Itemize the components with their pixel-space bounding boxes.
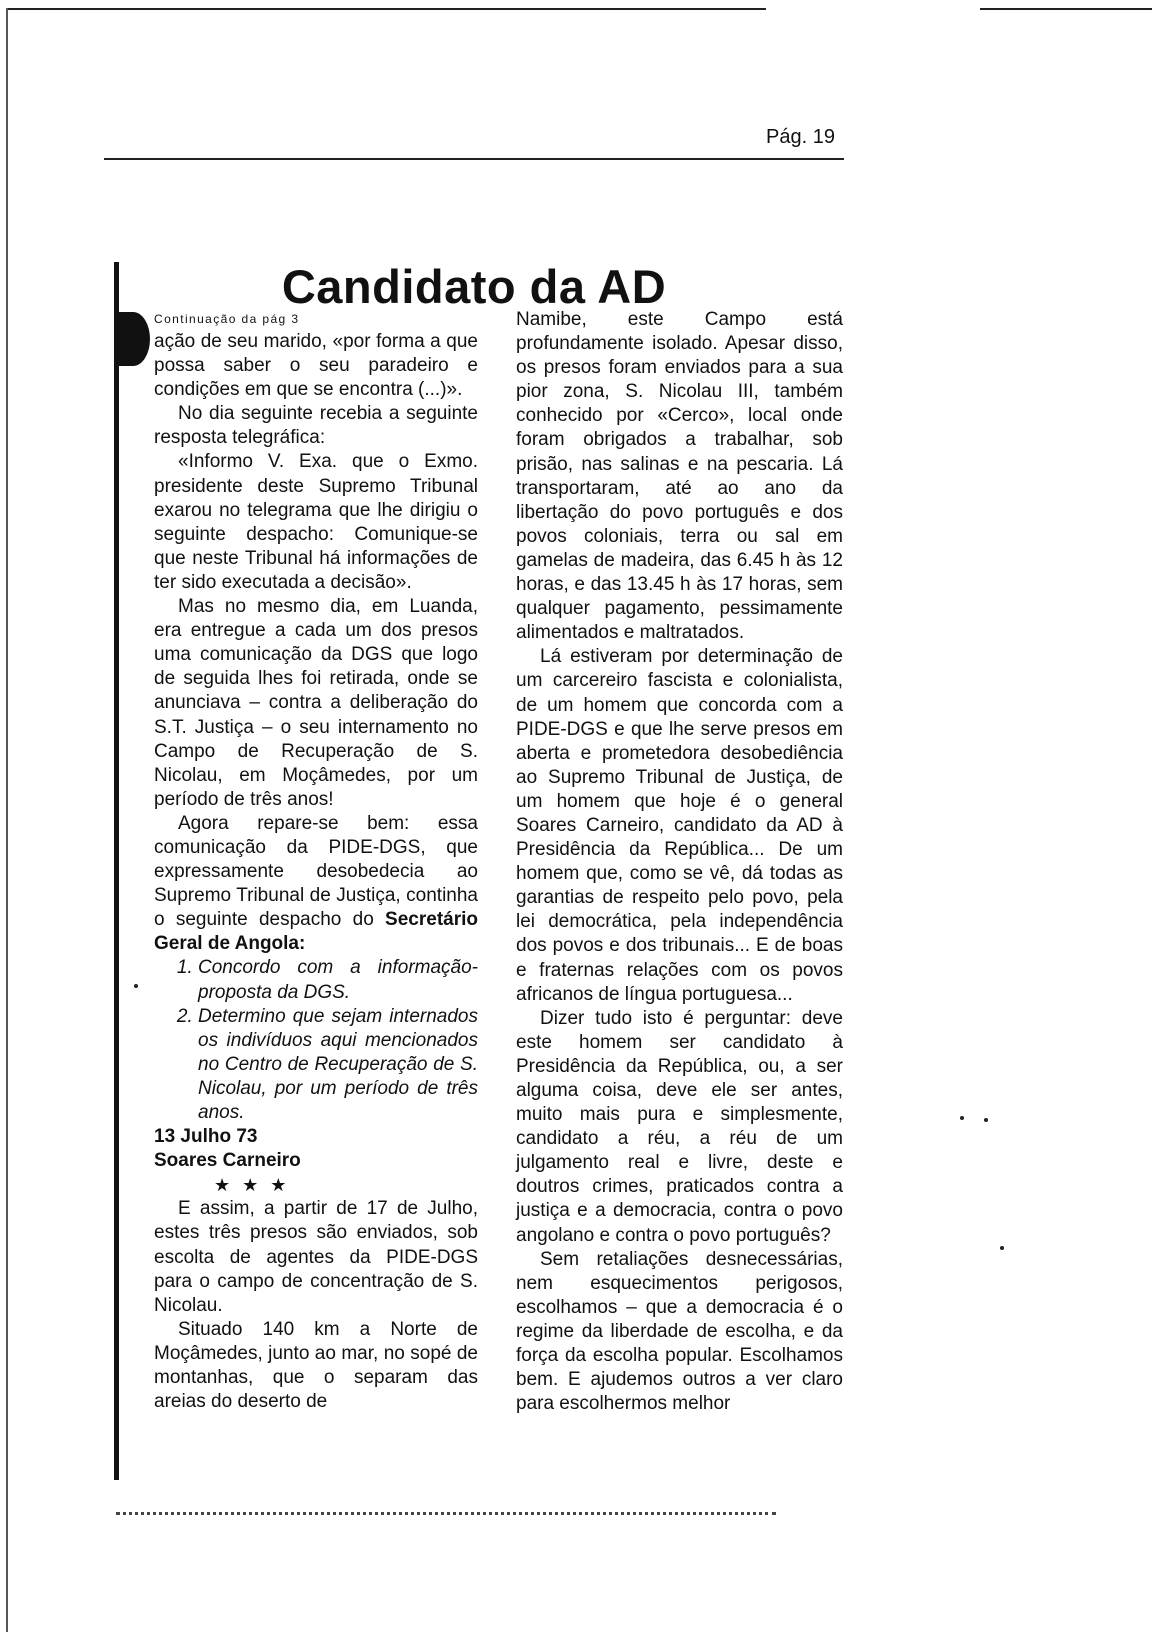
scan-speck	[134, 984, 138, 988]
margin-bar	[114, 262, 119, 1480]
paragraph-bold: Secretário Geral de Angola:	[154, 909, 478, 955]
right-column	[516, 308, 843, 1416]
paragraph: Lá estiveram por determinação de um carcereiro fascista e colonialista, de um homem que concorda com a PIDE-DGS e que lhe serve presos em aberta e prometedora desobediência ao Supremo Tribunal de Justiça, de um homem que hoje é o general Soares Carneiro, candidato da AD à Presidência da República... De um homem que, como se vê, dá todas as garantias de respeito pelo povo, pela lei democrática, pela independência dos povos e dos tribunais... E de boas e fraternas relações com os povos africanos de língua portuguesa...	[516, 646, 843, 1005]
paragraph: No dia seguinte recebia a seguinte resposta telegráfica:	[154, 403, 478, 449]
paragraph-text: Agora repare-se bem: essa comunicação da PIDE-DGS, que expressamente desobedecia ao Supremo Tribunal de Justiça, continha o seguinte despacho do	[154, 812, 478, 931]
paragraph: Dizer tudo isto é perguntar: deve este homem ser candidato à Presidência da República, ou, a ser alguma coisa, deve ele ser antes, muito mais pura e simplesmente, candidato a réu, a réu de um julgamento real e livre, deste e doutros crimes, praticados contra a justiça e a democracia, contra o povo angolano e contra o povo português?	[516, 1007, 843, 1246]
dispatch-list	[154, 956, 478, 1125]
left-border-line	[6, 8, 8, 1632]
scan-speck	[960, 1116, 964, 1120]
continuation-note: Continuação da pág 3	[154, 312, 300, 326]
article-title: Candidato da AD	[281, 260, 667, 314]
section-separator-stars: ★★★	[214, 1175, 299, 1196]
left-column	[154, 308, 478, 1414]
paragraph	[154, 812, 478, 957]
header-rule	[104, 158, 844, 160]
paragraph: «Informo V. Exa. que o Exmo. presidente deste Supremo Tribunal exarou no telegrama que lhe dirigiu o seguinte despacho: Comunique-se que neste Tribunal há informações de ter sido executada a decisão».	[154, 451, 478, 593]
top-border-line	[6, 8, 766, 10]
paragraph: ação de seu marido, «por forma a que possa saber o seu paradeiro e condições em que se encontra (...)».	[154, 331, 478, 401]
top-border-line-right	[980, 8, 1152, 10]
list-item: 1. Concordo com a informação-proposta da DGS.	[198, 956, 478, 1004]
page-number: Pág. 19	[766, 126, 835, 148]
dispatch-date: 13 Julho 73	[154, 1126, 258, 1148]
ink-blot	[116, 312, 150, 366]
scan-speck	[984, 1118, 988, 1122]
list-item: 2. Determino que sejam internados os indivíduos aqui mencionados no Centro de Recuperação de S. Nicolau, por um período de três anos.	[198, 1005, 478, 1125]
paragraph: Situado 140 km a Norte de Moçâmedes, junto ao mar, no sopé de montanhas, que o separam das areias do deserto de	[154, 1318, 478, 1413]
paragraph: Mas no mesmo dia, em Luanda, era entregue a cada um dos presos uma comunicação da DGS que logo de seguida lhes foi retirada, onde se anunciava – contra a deliberação do S.T. Justiça – o seu internamento no Campo de Recuperação de S. Nicolau, em Moçâmedes, por um período de três anos!	[154, 596, 478, 810]
paragraph: Sem retaliações desnecessárias, nem esquecimentos perigosos, escolhamos – que a democracia é o regime da liberdade de escolha, e da força da escolha popular. Escolhamos bem. E ajudemos outros a ver claro para escolhermos melhor	[516, 1248, 843, 1415]
paragraph: E assim, a partir de 17 de Julho, estes três presos são enviados, sob escolta de agentes da PIDE-DGS para o campo de concentração de S. Nicolau.	[154, 1198, 478, 1316]
scan-speck	[1000, 1246, 1004, 1250]
dispatch-signature: Soares Carneiro	[154, 1150, 301, 1172]
paragraph: Namibe, este Campo está profundamente isolado. Apesar disso, os presos foram enviados para a sua pior zona, S. Nicolau III, também conhecido por «Cerco», local onde foram obrigados a trabalhar, sob prisão, nas salinas e na pescaria. Lá transportaram, até ao ano da libertação do povo português e dos povos coloniais, terra ou sal em gamelas de madeira, das 6.45 h às 12 horas, e das 13.45 h às 17 horas, sem qualquer pagamento, pessimamente alimentados e maltratados.	[516, 309, 843, 644]
bottom-rule	[116, 1512, 776, 1515]
